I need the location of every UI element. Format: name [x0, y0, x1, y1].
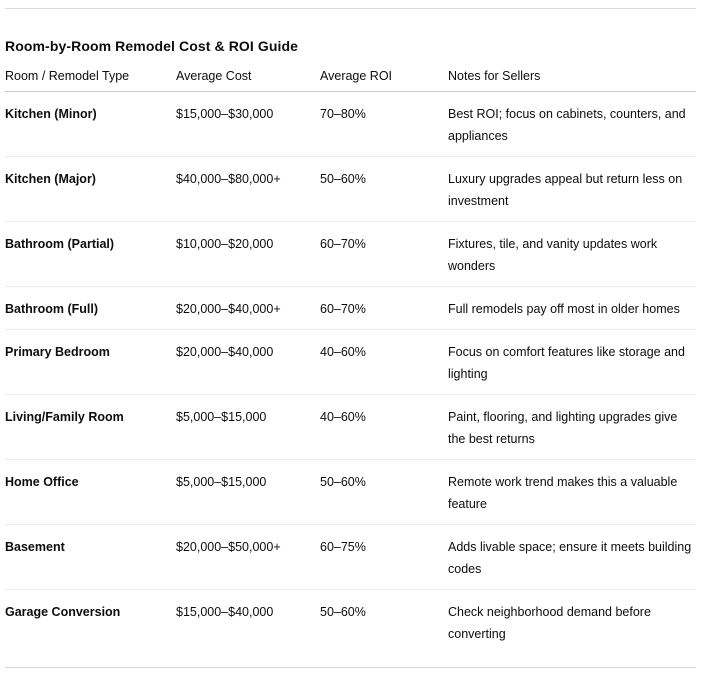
- top-divider: [5, 8, 696, 9]
- table-row: [5, 287, 696, 330]
- table-row: [5, 92, 696, 157]
- cell-cost: $20,000–$40,000: [176, 330, 320, 395]
- table-row: [5, 222, 696, 287]
- cell-roi: 70–80%: [320, 92, 448, 157]
- cell-room: Basement: [5, 525, 176, 590]
- cell-notes: Fixtures, tile, and vanity updates work wonders: [448, 222, 696, 287]
- cell-cost: $5,000–$15,000: [176, 395, 320, 460]
- cell-room: Kitchen (Major): [5, 157, 176, 222]
- table-row: [5, 460, 696, 525]
- cell-cost: $20,000–$50,000+: [176, 525, 320, 590]
- cell-room: Primary Bedroom: [5, 330, 176, 395]
- cell-notes: Luxury upgrades appeal but return less on investment: [448, 157, 696, 222]
- cell-room: Kitchen (Minor): [5, 92, 176, 157]
- cell-notes: Full remodels pay off most in older homes: [448, 287, 696, 330]
- cell-notes: Remote work trend makes this a valuable feature: [448, 460, 696, 525]
- table-header-row: [5, 61, 696, 92]
- cell-roi: 40–60%: [320, 330, 448, 395]
- cell-roi: 50–60%: [320, 460, 448, 525]
- table-row: [5, 525, 696, 590]
- cell-cost: $40,000–$80,000+: [176, 157, 320, 222]
- table-row: [5, 395, 696, 460]
- remodel-guide-table: [5, 61, 696, 654]
- cell-roi: 60–75%: [320, 525, 448, 590]
- table-row: [5, 330, 696, 395]
- cell-notes: Check neighborhood demand before converting: [448, 605, 651, 641]
- column-header-room: Room / Remodel Type: [5, 61, 176, 92]
- cell-cost: $20,000–$40,000+: [176, 287, 320, 330]
- cell-notes: Focus on comfort features like storage and lighting: [448, 330, 696, 395]
- cell-room: Garage Conversion: [5, 605, 121, 619]
- cell-cost: $5,000–$15,000: [176, 460, 320, 525]
- table-row: [5, 157, 696, 222]
- column-header-cost: Average Cost: [176, 61, 320, 92]
- cell-notes: Adds livable space; ensure it meets building codes: [448, 525, 696, 590]
- column-header-roi: Average ROI: [320, 61, 448, 92]
- cell-room: Bathroom (Full): [5, 287, 176, 330]
- cell-roi: 60–70%: [320, 287, 448, 330]
- cell-cost: $10,000–$20,000: [176, 222, 320, 287]
- cell-roi: 40–60%: [320, 395, 448, 460]
- bottom-divider: [5, 667, 696, 668]
- cell-room: Bathroom (Partial): [5, 222, 176, 287]
- cell-notes: Paint, flooring, and lighting upgrades give the best returns: [448, 395, 696, 460]
- cell-roi: 50–60%: [320, 605, 366, 619]
- table-row: [5, 590, 696, 655]
- page-title: Room-by-Room Remodel Cost & ROI Guide: [5, 38, 299, 54]
- cell-room: Home Office: [5, 460, 176, 525]
- cell-roi: 60–70%: [320, 222, 448, 287]
- cell-roi: 50–60%: [320, 157, 448, 222]
- cell-notes: Best ROI; focus on cabinets, counters, and appliances: [448, 92, 696, 157]
- column-header-notes: Notes for Sellers: [448, 61, 696, 92]
- cell-room: Living/Family Room: [5, 395, 176, 460]
- cell-cost: $15,000–$30,000: [176, 92, 320, 157]
- cell-cost: $15,000–$40,000: [176, 605, 274, 619]
